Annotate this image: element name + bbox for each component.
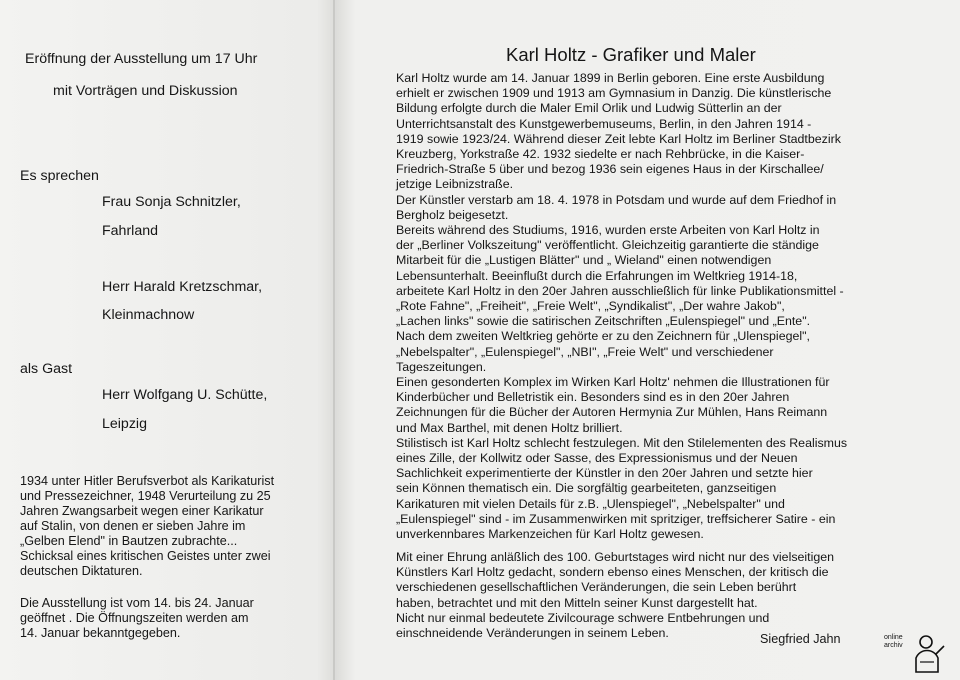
opening-line-1: Eröffnung der Ausstellung um 17 Uhr	[25, 51, 258, 67]
dates-line: 14. Januar bekanntgegeben.	[20, 626, 181, 640]
guest-place: Leipzig	[102, 416, 147, 432]
bio-line: „Gelben Elend" in Bautzen zubrachte...	[20, 534, 238, 548]
guest-name: Herr Wolfgang U. Schütte,	[102, 387, 268, 403]
author-signature: Siegfried Jahn	[760, 632, 841, 646]
article-body: Karl Holtz wurde am 14. Januar 1899 in Berlin geboren. Eine erste Ausbildung erhielt er zwischen 1909 und 1913 am Gymnasium in Danzig. Die künstlerische Bildung erfolgte durch die Maler Emil Orlik und Ludwig Sütterlin an der Unterrichtsanstalt des Kunstgewerbemuseums, Berlin, in den Jahren 1914 - 1919 sowie 1923/24. Während dieser Zeit lebte Karl Holtz im Berliner Stadtbezirk Kreuzberg, Yorkstraße 42. 1932 siedelte er nach Rehbrücke, in die Kaiser- Friedrich-Straße 5 über und bezog 1936 sein eigenes Haus in der Kirschallee/ jetzige Leibnizstraße. Der Künstler verstarb am 18. 4. 1978 in Potsdam und wurde auf dem Friedhof in Bergholz beigesetzt. Bereits während des Studiums, 1916, wurden erste Arbeiten von Karl Holtz in der „Berliner Volkszeitung" veröffentlicht. Gleichzeitig garantierte die ständige Mitarbeit für die „Lustigen Blätter" und „ Wieland" einen notwendigen Lebensunterhalt. Beeinflußt durch die Erfahrungen im Weltkrieg 1914-18, arbeitete Karl Holtz in den 20er Jahren ausschließlich für linke Publikationsmittel - „Rote Fahne", „Freiheit", „Freie Welt", „Syndikalist", „Der wahre Jakob", „Lachen links" sowie die satirischen Zeitschriften „Eulenspiegel" und „Ente". Nach dem zweiten Weltkrieg gehörte er zu den Zeichnern für „Ulenspiegel", „Nebelspalter", „Eulenspiegel", „NBI", „Freie Welt" und verschiedener Tageszeitungen. Einen gesonderten Komplex im Wirken Karl Holtz' nehmen die Illustrationen für Kinderbücher und Belletristik ein. Besonders sind es in den 20er Jahren Zeichnungen für die Bücher der Autoren Hermynia Zur Mühlen, Hans Reimann und Max Barthel, mit denen Holtz brilliert. Stilistisch ist Karl Holtz schlecht festzulegen. Mit den Stilelementen des Realismus eines Zille, der Kollwitz oder Sasse, des Expressionismus und der Neuen Sachlichkeit experimentierte der Künstler in den 20er Jahren und setzte hier sein Können thematisch ein. Die sorgfältig gearbeiteten, ganzseitigen Karikaturen mit vielen Details für z.B. „Ulenspiegel", „Nebelspalter" und „Eulenspiegel" sind - im Zusammenwirken mit spritziger, treffsicherer Satire - ein unverkennbares Markenzeichen für Karl Holtz gewesen.	[396, 71, 848, 542]
online-archiv-logo	[882, 630, 952, 676]
speaker-2-name: Herr Harald Kretzschmar,	[102, 279, 263, 295]
logo-text	[884, 634, 903, 650]
bio-line: deutschen Diktaturen.	[20, 564, 143, 578]
figure-icon	[906, 632, 950, 676]
dates-line: geöffnet . Die Öffnungszeiten werden am	[20, 611, 249, 625]
article-title: Karl Holtz - Grafiker und Maler	[506, 44, 756, 65]
logo-line-1: online	[884, 634, 903, 641]
bio-line: Jahren Zwangsarbeit wegen einer Karikatur	[20, 504, 264, 518]
logo-line-2: archiv	[884, 642, 903, 649]
dates-line: Die Ausstellung ist vom 14. bis 24. Januar	[20, 596, 254, 610]
bio-line: und Pressezeichner, 1948 Verurteilung zu 25	[20, 489, 271, 503]
speaker-1-name: Frau Sonja Schnitzler,	[102, 194, 241, 210]
speaker-1-place: Fahrland	[102, 223, 158, 239]
bio-line: 1934 unter Hitler Berufsverbot als Karikaturist	[20, 474, 275, 488]
page-fold	[333, 0, 335, 680]
bio-line: Schicksal eines kritischen Geistes unter zwei	[20, 549, 271, 563]
guest-label: als Gast	[20, 361, 73, 377]
speaker-2-place: Kleinmachnow	[102, 307, 195, 323]
opening-line-2: mit Vorträgen und Diskussion	[53, 83, 238, 99]
article-closing: Mit einer Ehrung anläßlich des 100. Geburtstages wird nicht nur des vielseitigen Künstlers Karl Holtz gedacht, sondern ebenso eines Menschen, der kritisch die verschiedenen gesellschaftlichen Veränderungen, die sein Leben berührt haben, betrachtet und mit den Mitteln seiner Kunst dargestellt hat. Nicht nur einmal bedeutete Zivilcourage schwere Entbehrungen und einschneidende Veränderungen in seinem Leben.	[396, 550, 835, 641]
bio-line: auf Stalin, von denen er sieben Jahre im	[20, 519, 246, 533]
speakers-label: Es sprechen	[20, 168, 99, 184]
